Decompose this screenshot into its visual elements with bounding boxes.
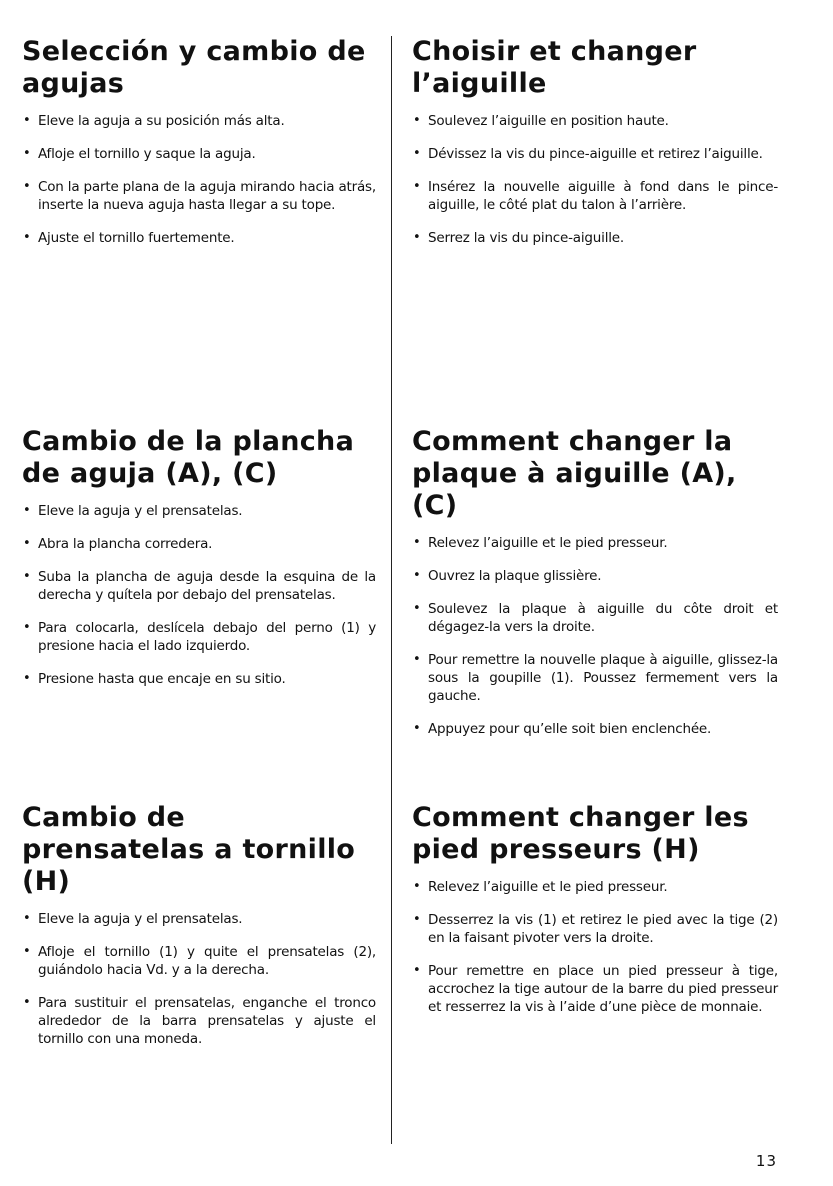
list-item: • Para colocarla, deslícela debajo del perno (1) y presione hacia el lado izquierdo. <box>22 619 376 655</box>
list-item: • Desserrez la vis (1) et retirez le pied avec la tige (2) en la faisant pivoter vers la droite. <box>412 911 778 947</box>
section-title: Cambio de prensatelas a tornillo (H) <box>22 802 356 897</box>
list-item: • Para sustituir el prensatelas, enganche el tronco alrededor de la barra prensatelas y ajuste el tornillo con una moneda. <box>22 994 376 1048</box>
section-title: Selección y cambio de agujas <box>22 36 366 99</box>
list-item: • Serrez la vis du pince-aiguille. <box>412 229 778 247</box>
section-fr-plate <box>412 426 778 753</box>
list-item: • Pour remettre la nouvelle plaque à aiguille, glissez-la sous la goupille (1). Poussez fermement vers la gauche. <box>412 651 778 705</box>
list-item: • Eleve la aguja y el prensatelas. <box>22 910 376 928</box>
section-es-needle <box>22 36 376 262</box>
list-item: • Appuyez pour qu’elle soit bien enclenchée. <box>412 720 778 738</box>
bullet-list <box>412 878 778 1016</box>
list-item: • Ajuste el tornillo fuertemente. <box>22 229 376 247</box>
page-number: 13 <box>755 1152 777 1170</box>
list-item: • Dévissez la vis du pince-aiguille et retirez l’aiguille. <box>412 145 778 163</box>
list-item: • Soulevez la plaque à aiguille du côte droit et dégagez-la vers la droite. <box>412 600 778 636</box>
bullet-list <box>412 112 778 247</box>
section-title: Choisir et changer l’aiguille <box>412 36 697 99</box>
list-item: • Pour remettre en place un pied presseur à tige, accrochez la tige autour de la barre du pied presseur et resserrez la vis à l’aide d’une pièce de monnaie. <box>412 962 778 1016</box>
section-title: Cambio de la plancha de aguja (A), (C) <box>22 426 355 489</box>
section-fr-foot <box>412 802 778 1031</box>
section-title: Comment changer les pied presseurs (H) <box>412 802 749 865</box>
list-item: • Suba la plancha de aguja desde la esquina de la derecha y quítela por debajo del prensatelas. <box>22 568 376 604</box>
section-title: Comment changer la plaque à aiguille (A), (C) <box>412 426 737 521</box>
column-divider <box>391 36 392 1144</box>
list-item: • Eleve la aguja a su posición más alta. <box>22 112 376 130</box>
bullet-list <box>22 112 376 247</box>
list-item: • Eleve la aguja y el prensatelas. <box>22 502 376 520</box>
bullet-list <box>22 910 376 1048</box>
list-item: • Soulevez l’aiguille en position haute. <box>412 112 778 130</box>
list-item: • Abra la plancha corredera. <box>22 535 376 553</box>
bullet-list <box>412 534 778 738</box>
list-item: • Afloje el tornillo (1) y quite el prensatelas (2), guiándolo hacia Vd. y a la derecha. <box>22 943 376 979</box>
list-item: • Ouvrez la plaque glissière. <box>412 567 778 585</box>
list-item: • Insérez la nouvelle aiguille à fond dans le pince-aiguille, le côté plat du talon à l’arrière. <box>412 178 778 214</box>
list-item: • Relevez l’aiguille et le pied presseur. <box>412 878 778 896</box>
section-es-plate <box>22 426 376 703</box>
list-item: • Con la parte plana de la aguja mirando hacia atrás, inserte la nueva aguja hasta llegar a su tope. <box>22 178 376 214</box>
list-item: • Presione hasta que encaje en su sitio. <box>22 670 376 688</box>
list-item: • Afloje el tornillo y saque la aguja. <box>22 145 376 163</box>
section-fr-needle <box>412 36 778 262</box>
section-es-foot <box>22 802 376 1063</box>
bullet-list <box>22 502 376 688</box>
list-item: • Relevez l’aiguille et le pied presseur. <box>412 534 778 552</box>
